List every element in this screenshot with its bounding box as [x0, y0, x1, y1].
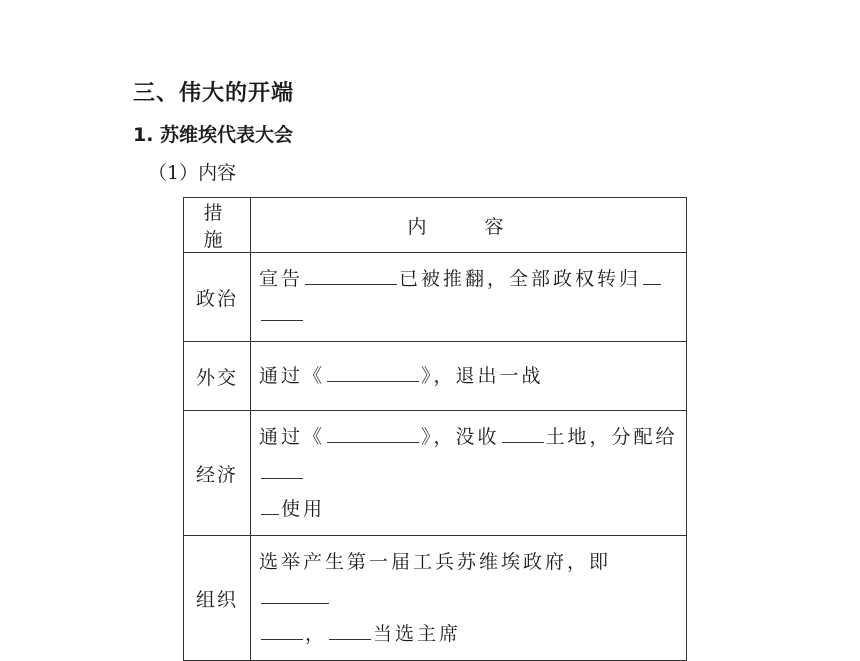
- fill-blank[interactable]: [261, 581, 329, 604]
- fill-blank[interactable]: [305, 262, 397, 285]
- table-header-row: [184, 198, 687, 253]
- content-cell: [251, 253, 687, 342]
- fill-blank[interactable]: [329, 617, 371, 640]
- fill-blank[interactable]: [327, 420, 419, 443]
- content-table: [183, 197, 687, 661]
- fill-blank[interactable]: [502, 420, 544, 443]
- content-text: 宣告: [259, 268, 304, 290]
- content-text: 》，退出一战: [421, 365, 544, 387]
- content-text: 当选主席: [373, 623, 462, 645]
- table-row: [184, 342, 687, 411]
- section-title: 三、伟大的开端: [133, 81, 295, 106]
- sub-item-label: （1）内容: [148, 162, 237, 184]
- content-text: 》，没收: [421, 426, 500, 448]
- fill-blank[interactable]: [643, 262, 661, 285]
- measure-cell: 组织: [184, 536, 251, 661]
- content-text: 通过《: [259, 426, 326, 448]
- fill-blank[interactable]: [327, 359, 419, 382]
- table-row: [184, 536, 687, 661]
- table-row: [184, 253, 687, 342]
- subsection-title: 1. 苏维埃代表大会: [133, 124, 294, 146]
- content-text: 使用: [281, 498, 326, 520]
- content-cell: [251, 342, 687, 411]
- measure-cell: 经济: [184, 411, 251, 536]
- measure-cell: 外交: [184, 342, 251, 411]
- fill-blank[interactable]: [261, 617, 303, 640]
- content-text: 土地，分配给: [545, 426, 678, 448]
- header-measure: 措 施: [184, 198, 251, 253]
- measure-cell: 政治: [184, 253, 251, 342]
- header-content: 内 容: [251, 198, 687, 253]
- table-row: [184, 411, 687, 536]
- content-cell: [251, 536, 687, 661]
- content-text: 选举产生第一届工兵苏维埃政府，即: [259, 551, 612, 573]
- fill-blank[interactable]: [261, 298, 303, 321]
- content-text: 已被推翻，全部政权转归: [399, 268, 642, 290]
- content-text: 通过《: [259, 365, 326, 387]
- content-text: ，: [305, 623, 328, 645]
- content-cell: [251, 411, 687, 536]
- fill-blank[interactable]: [261, 492, 279, 515]
- fill-blank[interactable]: [261, 456, 303, 479]
